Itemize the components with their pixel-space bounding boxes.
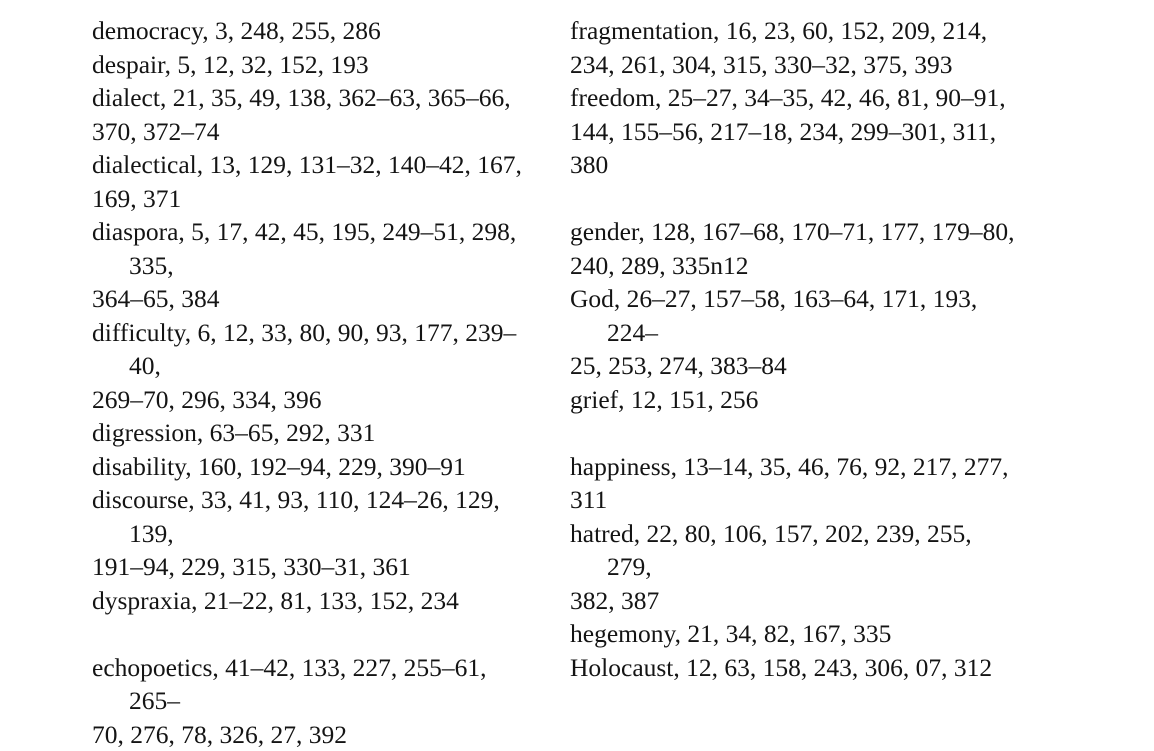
index-entry-line: echopoetics, 41–42, 133, 227, 255–61, 265– <box>129 651 542 718</box>
index-entry <box>570 81 1020 182</box>
index-entry-line: discourse, 33, 41, 93, 110, 124–26, 129, 139, <box>129 483 542 550</box>
index-entry-line: 269–70, 296, 334, 396 <box>129 383 542 417</box>
index-entry <box>92 584 542 618</box>
index-entry-line: happiness, 13–14, 35, 46, 76, 92, 217, 277, <box>607 450 1020 484</box>
letter-group-gap <box>570 416 1020 450</box>
index-entry <box>570 215 1020 282</box>
index-entry-line: democracy, 3, 248, 255, 286 <box>129 14 542 48</box>
index-entry-line: dialect, 21, 35, 49, 138, 362–63, 365–66, <box>129 81 542 115</box>
index-entry <box>92 483 542 584</box>
index-entry-line: hegemony, 21, 34, 82, 167, 335 <box>607 617 1020 651</box>
index-entry-line: 370, 372–74 <box>129 115 542 149</box>
index-entry <box>92 81 542 148</box>
index-entry-line: grief, 12, 151, 256 <box>607 383 1020 417</box>
index-entry <box>92 316 542 417</box>
index-entry-line: hatred, 22, 80, 106, 157, 202, 239, 255, 279, <box>607 517 1020 584</box>
index-entry-line: 70, 276, 78, 326, 27, 392 <box>129 718 542 751</box>
index-entry-line: 240, 289, 335n12 <box>607 249 1020 283</box>
index-entry <box>570 14 1020 81</box>
index-entry-line: Holocaust, 12, 63, 158, 243, 306, 07, 312 <box>607 651 1020 685</box>
index-entry-line: dialectical, 13, 129, 131–32, 140–42, 167, <box>129 148 542 182</box>
index-entry <box>570 517 1020 618</box>
index-entry-line: 382, 387 <box>607 584 1020 618</box>
index-entry <box>570 651 1020 685</box>
index-entry-line: digression, 63–65, 292, 331 <box>129 416 542 450</box>
index-entry <box>92 416 542 450</box>
index-entry-line: God, 26–27, 157–58, 163–64, 171, 193, 224– <box>607 282 1020 349</box>
index-entry-line: difficulty, 6, 12, 33, 80, 90, 93, 177, 239–40, <box>129 316 542 383</box>
index-entry-line: 191–94, 229, 315, 330–31, 361 <box>129 550 542 584</box>
index-entry-line: disability, 160, 192–94, 229, 390–91 <box>129 450 542 484</box>
index-column-left <box>92 14 542 751</box>
letter-group-gap <box>92 617 542 651</box>
index-entry-line: 364–65, 384 <box>129 282 542 316</box>
index-entry-line: 169, 371 <box>129 182 542 216</box>
index-entry <box>92 148 542 215</box>
index-entry-line: gender, 128, 167–68, 170–71, 177, 179–80, <box>607 215 1020 249</box>
index-entry-line: fragmentation, 16, 23, 60, 152, 209, 214, <box>607 14 1020 48</box>
index-entry-line: dyspraxia, 21–22, 81, 133, 152, 234 <box>129 584 542 618</box>
index-entry-line: diaspora, 5, 17, 42, 45, 195, 249–51, 298, 335, <box>129 215 542 282</box>
index-entry <box>570 383 1020 417</box>
index-entry-line: despair, 5, 12, 32, 152, 193 <box>129 48 542 82</box>
index-entry <box>92 48 542 82</box>
index-entry-line: freedom, 25–27, 34–35, 42, 46, 81, 90–91, <box>607 81 1020 115</box>
index-entry <box>570 617 1020 651</box>
index-entry <box>570 450 1020 517</box>
index-entry-line: 25, 253, 274, 383–84 <box>607 349 1020 383</box>
index-entry-line: 311 <box>607 483 1020 517</box>
index-column-right <box>570 14 1020 684</box>
index-entry <box>570 282 1020 383</box>
index-entry-line: 144, 155–56, 217–18, 234, 299–301, 311, <box>607 115 1020 149</box>
index-entry <box>92 215 542 316</box>
index-entry <box>92 14 542 48</box>
index-entry-line: 380 <box>607 148 1020 182</box>
index-entry <box>92 651 542 751</box>
letter-group-gap <box>570 182 1020 216</box>
index-entry-line: 234, 261, 304, 315, 330–32, 375, 393 <box>607 48 1020 82</box>
index-entry <box>92 450 542 484</box>
